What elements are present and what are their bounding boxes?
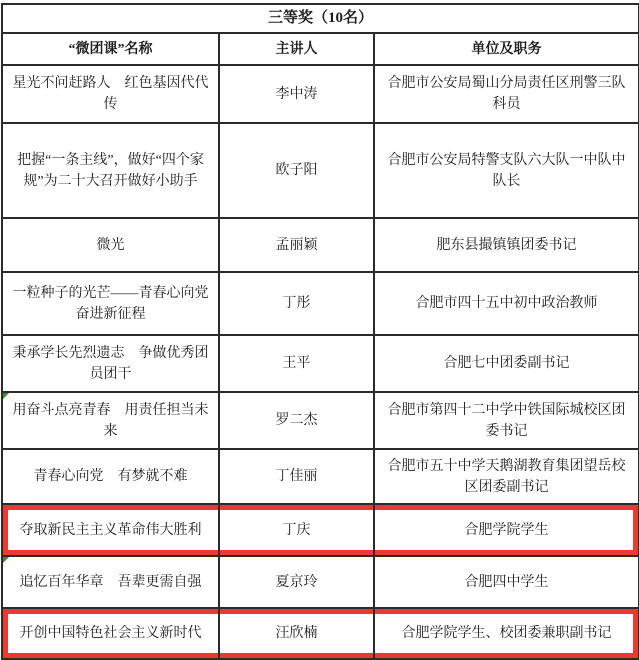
table-row (2, 392, 639, 449)
unit-cell: 合肥四中学生 (374, 556, 639, 608)
speaker-cell: 罗二杰 (219, 392, 374, 449)
table-title-row (2, 4, 639, 33)
unit-cell: 合肥市第四十二中学中铁国际城校区团委书记 (374, 392, 639, 449)
table-row (2, 272, 639, 335)
course-name-cell (2, 65, 219, 123)
course-name-cell (2, 272, 223, 335)
course-name-cell (2, 123, 219, 218)
speaker-cell: 丁庆 (219, 504, 374, 556)
speaker-cell: 欧子阳 (219, 123, 374, 218)
table-row-highlighted (2, 608, 639, 659)
course-name: 把握“一条主线”，做好“四个家规”为二十大召开做好小助手 (17, 152, 204, 189)
award-table (1, 3, 639, 660)
course-name: 青春心向党 有梦就不难 (33, 469, 188, 484)
col-header-unit: 单位及职务 (374, 33, 639, 65)
course-name: 夺取新民主主义革命伟大胜利 (19, 522, 202, 538)
course-name: 微光 (96, 237, 125, 253)
speaker-cell: 李中涛 (219, 65, 374, 123)
unit-cell: 合肥市五十中学天鹅湖教育集团望岳校区团委副书记 (374, 449, 639, 504)
col-header-speaker: 主讲人 (219, 33, 374, 65)
unit-cell: 合肥学院学生、校团委兼职副书记 (374, 608, 639, 659)
green-corner-mark (3, 557, 9, 563)
course-name-cell (2, 218, 219, 272)
course-name-cell (2, 335, 219, 392)
course-name-cell (2, 392, 219, 449)
unit-cell: 合肥市四十五中初中政治教师 (374, 272, 639, 335)
table-row-highlighted (2, 504, 639, 556)
course-name: 星光不问赶路人 红色基因代代传 (12, 76, 209, 112)
table-row (2, 65, 639, 123)
table-row (2, 449, 639, 504)
course-name: 开创中国特色社会主义新时代 (19, 626, 202, 641)
table-row (2, 218, 639, 272)
speaker-cell: 孟丽颖 (219, 218, 374, 272)
speaker-cell: 丁佳丽 (219, 449, 374, 504)
table-row (2, 556, 639, 608)
course-name: 用奋斗点亮青春 用责任担当未来 (12, 402, 209, 439)
unit-cell: 合肥学院学生 (374, 504, 639, 556)
table-header-row (2, 33, 639, 65)
unit-cell: 合肥市公安局特警支队六大队一中队中队长 (374, 123, 639, 218)
table-row (2, 123, 639, 218)
green-corner-mark (3, 393, 9, 399)
course-name: 秉承学长先烈遗志 争做优秀团员团干 (12, 345, 209, 382)
unit-cell: 合肥市公安局蜀山分局责任区刑警三队科员 (374, 65, 639, 123)
speaker-cell: 夏京玲 (219, 556, 374, 608)
course-name: 追忆百年华章 吾辈更需自强 (19, 574, 202, 590)
table-row (2, 335, 639, 392)
speaker-cell: 汪欣楠 (219, 608, 374, 659)
course-name: 一粒种子的光芒——青春心向党 奋进新征程 (12, 285, 223, 322)
speaker-cell: 丁彤 (219, 272, 374, 335)
course-name-cell (2, 504, 219, 556)
course-name-cell (2, 556, 219, 608)
speaker-cell: 王平 (219, 335, 374, 392)
course-name-cell (2, 608, 219, 659)
unit-cell: 肥东县撮镇镇团委书记 (374, 218, 639, 272)
table-title: 三等奖（10名） (2, 4, 639, 33)
course-name-cell (2, 449, 219, 504)
unit-cell: 合肥七中团委副书记 (374, 335, 639, 392)
col-header-course-name: “微团课”名称 (2, 33, 219, 65)
